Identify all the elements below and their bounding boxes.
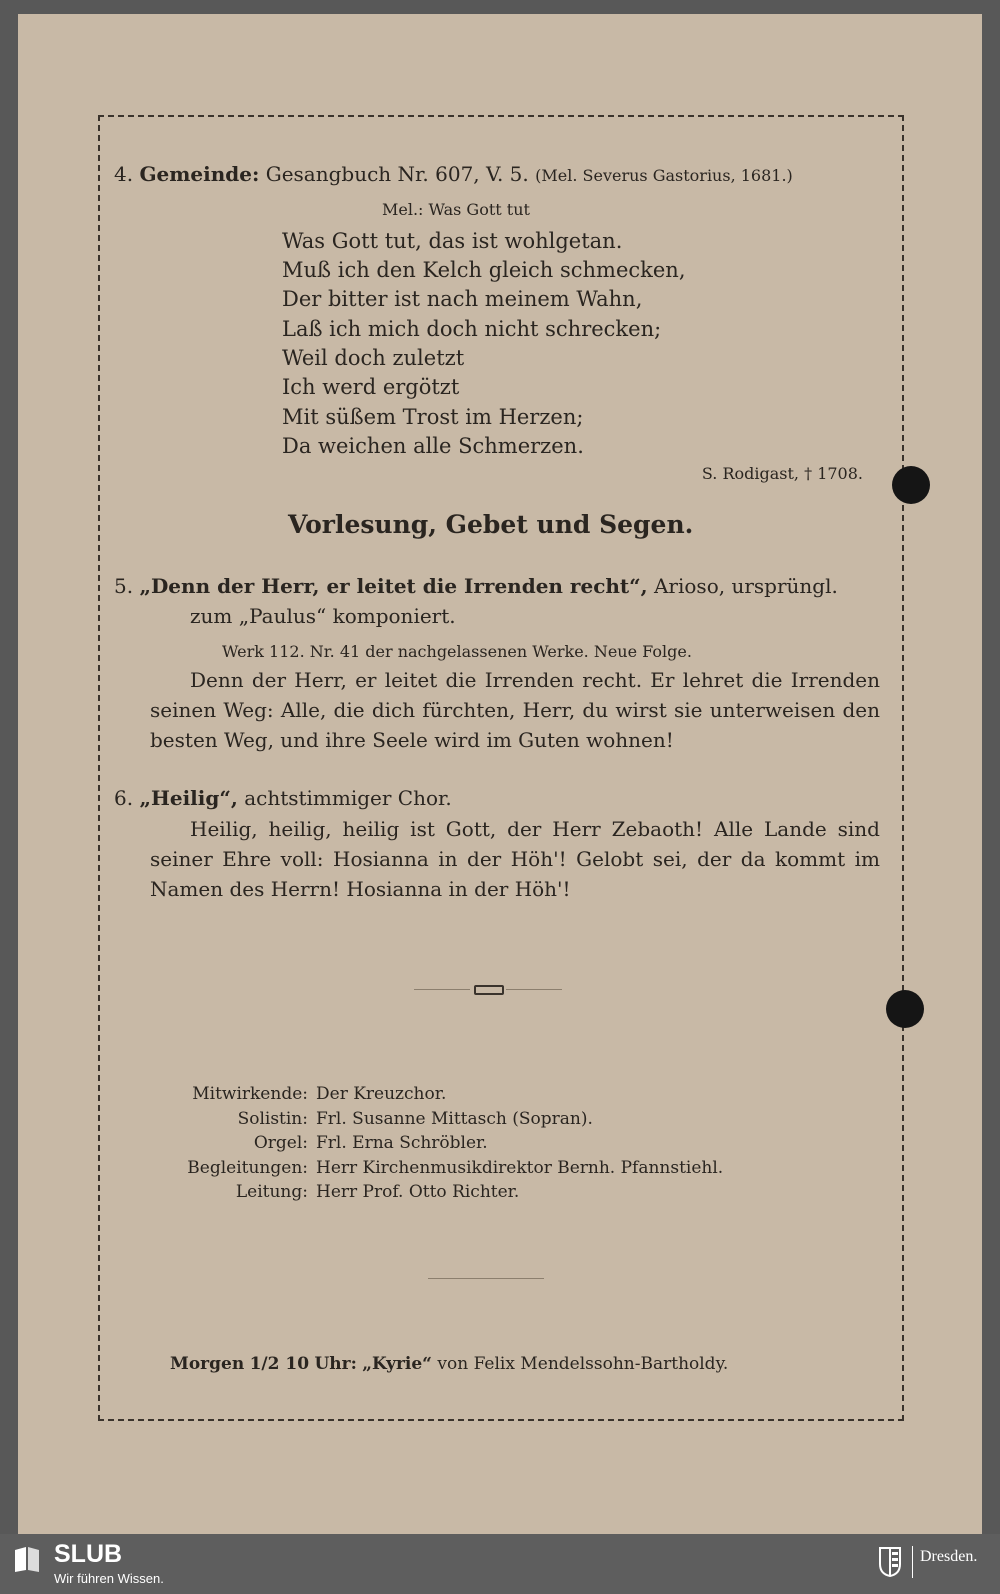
ornament-icon — [474, 985, 504, 995]
credit-row: Orgel: Frl. Erna Schröbler. — [253, 1133, 488, 1153]
item5-subheading: zum „Paulus“ komponiert. — [190, 604, 456, 628]
credit-row: Solistin: Frl. Susanne Mittasch (Sopran). — [237, 1108, 593, 1129]
item5-work: Werk 112. Nr. 41 der nachgelassenen Werke. Neue Folge. — [222, 642, 692, 661]
footer-bar — [0, 1534, 1000, 1594]
item5-heading: 5. „Denn der Herr, er leitet die Irrenden recht“, Arioso, ursprüngl. — [114, 574, 838, 598]
verse-line: Mit süßem Trost im Herzen; — [282, 405, 584, 429]
verse-line: Der bitter ist nach meinem Wahn, — [282, 287, 643, 311]
ornament-rule — [414, 989, 470, 990]
item6-text: Heilig, heilig, heilig ist Gott, der Herr Zebaoth! Alle Lande sind seiner Ehre voll: Hosianna in der Höh'! Gelobt sei, der da kommt im Namen des Herrn! Hosianna in der Höh'! — [150, 817, 880, 901]
section-heading: Vorlesung, Gebet und Segen. — [288, 510, 694, 539]
credits-list — [150, 1082, 723, 1205]
verse-line: Da weichen alle Schmerzen. — [282, 434, 584, 458]
coat-of-arms-icon — [878, 1546, 902, 1578]
punch-hole — [886, 990, 924, 1028]
item4-heading: 4. Gemeinde: Gesangbuch Nr. 607, V. 5. (Mel. Severus Gastorius, 1681.) — [114, 162, 793, 186]
announcement: Morgen 1/2 10 Uhr: „Kyrie“ von Felix Mendelssohn-Bartholdy. — [170, 1354, 729, 1374]
punch-hole — [892, 466, 930, 504]
slub-tagline: Wir führen Wissen. — [54, 1571, 164, 1586]
footer-divider — [912, 1546, 913, 1578]
credit-row: Leitung: Herr Prof. Otto Richter. — [235, 1182, 520, 1202]
verse-line: Was Gott tut, das ist wohlgetan. — [282, 229, 623, 253]
item4-melody: Mel.: Was Gott tut — [382, 200, 530, 219]
verse-line: Weil doch zuletzt — [282, 346, 465, 370]
divider-rule — [428, 1278, 544, 1279]
credit-row: Mitwirkende: Der Kreuzchor. — [192, 1084, 447, 1104]
verse-line: Ich werd ergötzt — [282, 375, 460, 399]
item6-heading: 6. „Heilig“, achtstimmiger Chor. — [114, 786, 452, 810]
verse-line: Muß ich den Kelch gleich schmecken, — [282, 258, 686, 282]
verse-line: Laß ich mich doch nicht schrecken; — [282, 317, 662, 341]
book-icon — [12, 1544, 42, 1574]
hymn-author: S. Rodigast, † 1708. — [701, 464, 863, 483]
ornament-rule — [506, 989, 562, 990]
credit-row: Begleitungen: Herr Kirchenmusikdirektor Bernh. Pfannstiehl. — [187, 1157, 724, 1178]
slub-logo[interactable]: SLUB — [54, 1540, 123, 1568]
item5-text: Denn der Herr, er leitet die Irrenden recht. Er lehret die Irrenden seinen Weg: Alle, die dich fürchten, Herr, du wirst sie unterweisen den besten Weg, und ihre Seele wird im Guten wohnen! — [150, 668, 880, 752]
dresden-logo[interactable]: Dresden. — [920, 1548, 978, 1565]
